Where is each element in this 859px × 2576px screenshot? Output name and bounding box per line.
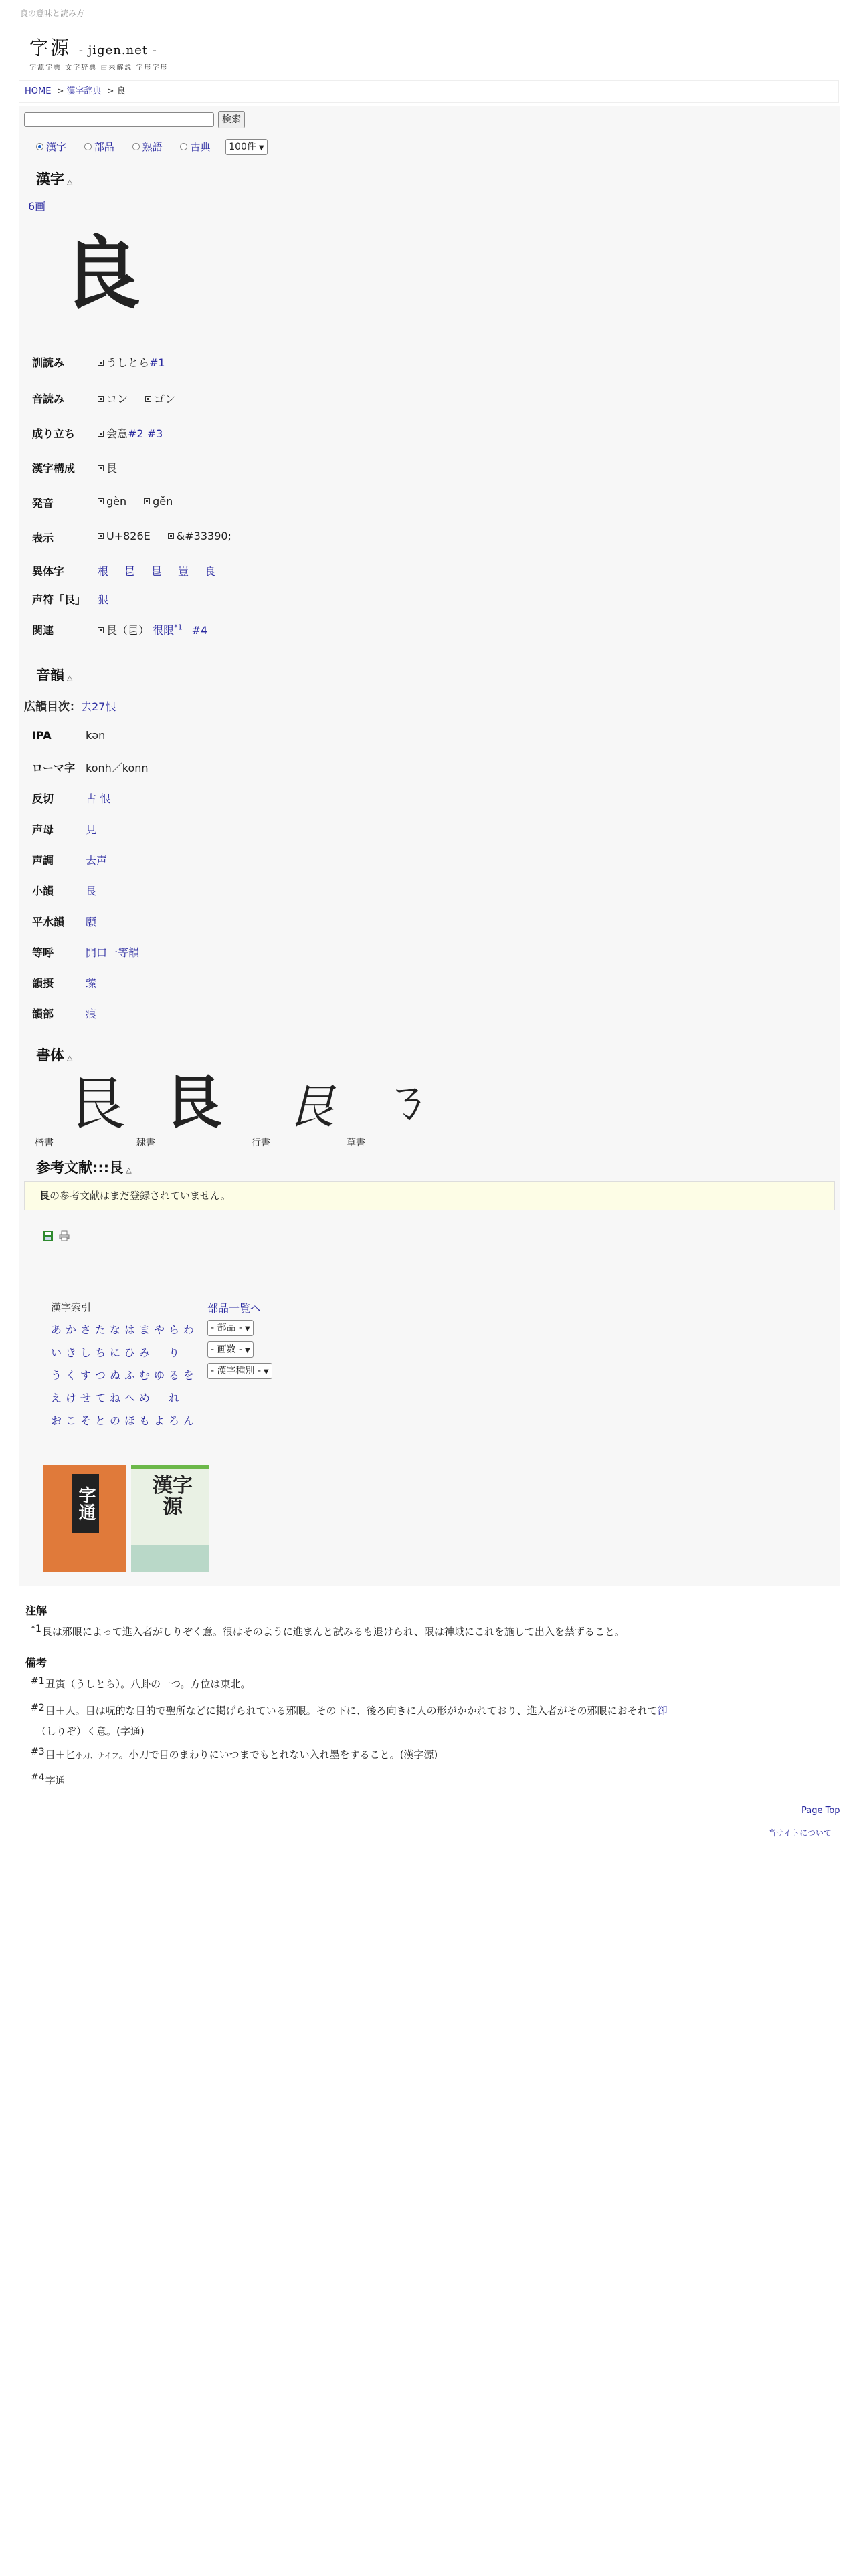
onin-link[interactable]: 見 [86,823,97,836]
kana-row [51,1412,198,1428]
kana-link[interactable]: え [51,1392,62,1404]
kana-link[interactable]: る [169,1369,180,1382]
up-arrow-icon[interactable]: △ [67,673,73,682]
kana-link[interactable]: た [95,1323,106,1336]
kana-link[interactable]: を [183,1369,195,1382]
logo-main-text: 字源 [29,37,72,59]
kouin-index-link[interactable]: 去27恨 [81,700,116,713]
bullet-icon [98,431,104,437]
kana-link[interactable]: せ [80,1392,92,1404]
bullet-icon [144,498,150,504]
kana-link[interactable]: の [110,1414,121,1427]
onin-link[interactable]: 去声 [86,854,108,867]
result-count-select[interactable]: 100件 ▼ [225,139,267,155]
onin-label: ローマ字 [32,762,76,774]
row-value-kanren: 艮（㫐） 很限$^{*1}$ #4 [98,622,207,637]
kana-link[interactable]: ふ [124,1369,136,1382]
kakusu-select[interactable]: - 画数 - ▼ [207,1341,254,1358]
about-link[interactable]: 当サイトについて [768,1828,832,1838]
chukai-note: *1艮は邪眼によって進入者がしりぞく意。很はそのように進まんと試みるも退けられ、限は神域にこれを施して出入を禁ずること。 [31,1624,625,1638]
bullet-icon [98,396,104,402]
radio-icon[interactable] [84,143,92,150]
onin-link[interactable]: 開口一等韻 [86,946,140,959]
kana-link[interactable]: ら [169,1323,180,1336]
breadcrumb-sep: > [56,86,64,96]
biko-note: #2目＋人。目は呪的な目的で聖所などに掲げられている邪眼。その下に、後ろ向きに人の形がかかれており、進入者がその邪眼におそれて卻 [31,1703,668,1717]
itaiji-link[interactable]: 㫐 [124,565,136,578]
ref-link[interactable]: #4 [191,624,208,637]
onin-section-title: 音韻 △ [36,667,73,683]
row-label-itaiji: 異体字 [32,565,65,578]
kana-link[interactable]: ろ [169,1414,180,1427]
onin-label: IPA [32,729,52,742]
kana-link[interactable]: り [169,1346,180,1359]
shubetsu-select[interactable]: - 漢字種別 - ▼ [207,1363,272,1379]
kana-link[interactable]: お [51,1414,62,1427]
onin-link[interactable]: 願 [86,916,97,928]
site-logo[interactable] [29,33,169,72]
book-jitsu[interactable] [43,1465,126,1572]
search-input[interactable] [24,112,214,127]
bullet-icon [145,396,151,402]
option-jukugo[interactable]: 熟語 [132,140,163,152]
row-label-on: 音読み [32,393,65,405]
kana-link[interactable]: ま [139,1323,151,1336]
kana-link[interactable]: く [66,1369,77,1382]
radio-icon[interactable] [36,143,43,150]
save-icon[interactable] [43,1230,54,1241]
onin-link[interactable]: 古 恨 [86,792,111,805]
kana-link[interactable]: れ [169,1392,180,1404]
kana-link[interactable]: ゆ [154,1369,165,1382]
biko-note: #1丑寅（うしとら）。八卦の一つ。方位は東北。 [31,1676,251,1690]
itaiji-link[interactable]: 良 [205,565,216,578]
row-value-kun: うしとら#1 [98,354,165,370]
row-value-seifu [98,591,108,607]
main-panel [19,106,840,1586]
kana-link[interactable]: め [139,1392,151,1404]
index-title: 漢字索引 [51,1301,92,1313]
kana-link[interactable]: ぬ [110,1369,121,1382]
row-value-itaiji [98,563,215,578]
row-label-kousei: 漢字構成 [32,462,76,475]
kana-link[interactable]: て [95,1392,106,1404]
shotai-section-title: 書体 △ [36,1047,73,1063]
onin-label: 韻摂 [32,977,54,990]
biko-link[interactable]: 卻 [657,1705,668,1717]
kana-row [51,1367,198,1382]
kana-link[interactable]: か [66,1323,77,1336]
itaiji-link[interactable]: 豈 [178,565,189,578]
ref-section-title: 参考文献:::艮 △ [36,1160,132,1176]
row-value-hyoji: U+826E &#33390; [98,530,231,542]
onin-label: 小韻 [32,885,54,897]
page-top-link[interactable]: Page Top [801,1806,840,1816]
logo-domain: - jigen.net - [78,43,157,58]
bullet-icon [98,360,104,366]
book-title: 字通 [72,1474,99,1533]
kana-link[interactable]: へ [124,1392,136,1404]
gyosho-label: 行書 [252,1138,270,1148]
onin-value: kən [86,729,106,742]
book-title: 漢字源 [153,1474,193,1519]
note-link[interactable]: *1 [174,623,183,632]
itaiji-link[interactable]: 根 [98,565,109,578]
row-value-hatsuon: gèn gěn [98,495,173,508]
row-label-kun: 訓読み [32,356,65,369]
up-arrow-icon[interactable]: △ [67,177,73,186]
reisho-label: 隷書 [136,1138,155,1148]
bullet-icon [98,533,104,539]
row-label-hatsuon: 発音 [32,497,54,510]
kana-link[interactable]: ん [183,1414,195,1427]
chevron-down-icon: ▼ [245,1347,250,1354]
kana-link[interactable]: な [110,1323,121,1336]
print-icon[interactable] [59,1230,70,1241]
onin-label: 声母 [32,823,54,836]
ref-link[interactable]: #1 [149,356,165,369]
breadcrumb [19,80,839,103]
book-kanjigen[interactable] [131,1465,209,1572]
gyosho-glyph: 艮 [288,1079,335,1134]
kaisho-label: 楷書 [35,1138,54,1148]
ref-link[interactable]: #2 [128,427,144,440]
kana-link[interactable]: よ [154,1414,165,1427]
breadcrumb-home[interactable]: HOME [25,86,52,96]
kaisho-glyph: 艮 [68,1071,126,1138]
itaiji-link[interactable]: 𥃩 [151,565,163,578]
kanren-link[interactable]: 很限 [153,624,175,637]
kana-link[interactable]: も [139,1414,151,1427]
kana-link[interactable]: き [66,1346,77,1359]
breadcrumb-current: 良 [116,86,126,96]
breadcrumb-sep: > [106,86,114,96]
onin-link[interactable]: 痕 [86,1008,97,1021]
chevron-down-icon: ▼ [264,1368,269,1376]
logo-sub: 字源字典 文字辞典 由来解説 字形字形 [29,64,169,72]
chukai-title: 注解 [25,1604,47,1617]
kouin-index: 広韻目次：去27恨 [24,700,116,714]
kana-link[interactable]: し [80,1346,92,1359]
kanji-section-title: 漢字 △ [36,171,73,187]
kana-link[interactable]: は [124,1323,136,1336]
up-arrow-icon[interactable]: △ [126,1166,132,1174]
search-options [36,139,268,155]
bullet-icon [98,465,104,471]
kana-link[interactable]: つ [95,1369,106,1382]
bushu-list-link[interactable]: 部品一覧へ [207,1302,262,1315]
biko-note: #3目＋匕小刀、ナイフ。小刀で目のまわりにいつまでもとれない入れ墨をすること。(漢字源) [31,1747,438,1761]
main-kanji-glyph: 良 [62,227,141,320]
ref-notice: 艮の参考文献はまだ登録されていません。 [24,1181,835,1210]
kana-link[interactable]: い [51,1346,62,1359]
chevron-down-icon: ▼ [245,1325,250,1333]
bullet-icon [98,627,104,633]
reisho-glyph: 艮 [165,1069,222,1136]
sosho-label: 草書 [347,1138,365,1148]
row-value-naritachi: 会意#2 #3 [98,425,163,441]
kana-row [51,1321,198,1337]
onin-label: 反切 [32,792,54,805]
onin-label: 声調 [32,854,54,867]
chevron-down-icon: ▼ [258,144,264,152]
row-label-hyoji: 表示 [32,532,54,544]
kana-link[interactable]: み [139,1346,151,1359]
row-value-kousei: 艮 [98,460,117,475]
row-value-on: コン ゴン [98,391,175,406]
kana-link[interactable]: ほ [124,1414,136,1427]
kana-link[interactable]: と [95,1414,106,1427]
kana-link[interactable]: や [154,1323,165,1336]
seifu-link[interactable]: 狠 [98,593,109,606]
sosho-glyph: ㄋ [384,1073,433,1129]
kana-link[interactable]: ね [110,1392,121,1404]
kana-link[interactable]: こ [66,1414,77,1427]
bullet-icon [98,498,104,504]
row-label-naritachi: 成り立ち [32,427,76,440]
radio-icon[interactable] [132,143,140,150]
onin-link[interactable]: 臻 [86,977,97,990]
kana-link[interactable]: う [51,1369,62,1382]
onin-value: konh／konn [86,762,149,774]
breadcrumb-dict[interactable]: 漢字辞典 [66,86,102,96]
row-label-seifu: 声符「艮」 [32,593,86,606]
onin-label: 等呼 [32,946,54,959]
onin-label: 韻部 [32,1008,54,1021]
biko-title: 備考 [25,1656,47,1669]
kana-link[interactable]: け [66,1392,77,1404]
kana-link[interactable]: む [139,1369,151,1382]
kana-link[interactable]: わ [183,1323,195,1336]
kana-link[interactable]: ひ [124,1346,136,1359]
search-button[interactable]: 検索 [218,111,245,128]
bullet-icon [168,533,174,539]
up-arrow-icon[interactable]: △ [67,1053,73,1062]
kana-link[interactable]: に [110,1346,121,1359]
kana-link[interactable]: さ [80,1323,92,1336]
kana-row [51,1390,198,1405]
ref-link[interactable]: #3 [147,427,163,440]
option-buhin[interactable]: 部品 [84,140,114,152]
biko-note: #4字通 [31,1772,66,1786]
stroke-count-link[interactable]: 6画 [28,200,46,213]
option-koten[interactable]: 古典 [180,140,210,152]
onin-link[interactable]: 艮 [86,885,97,897]
kana-link[interactable]: す [80,1369,92,1382]
kana-link[interactable]: そ [80,1414,92,1427]
site-tagline: 良の意味と読み方 [20,9,85,18]
biko-note-cont: （しりぞ）く意。(字通) [36,1725,145,1737]
kana-link[interactable]: ち [95,1346,106,1359]
option-kanji[interactable]: 漢字 [36,140,66,152]
row-label-kanren: 関連 [32,624,54,637]
bushu-select[interactable]: - 部品 - ▼ [207,1320,254,1336]
radio-icon[interactable] [180,143,187,150]
kana-link[interactable]: あ [51,1323,62,1336]
onin-label: 平水韻 [32,916,65,928]
kana-row [51,1344,198,1360]
